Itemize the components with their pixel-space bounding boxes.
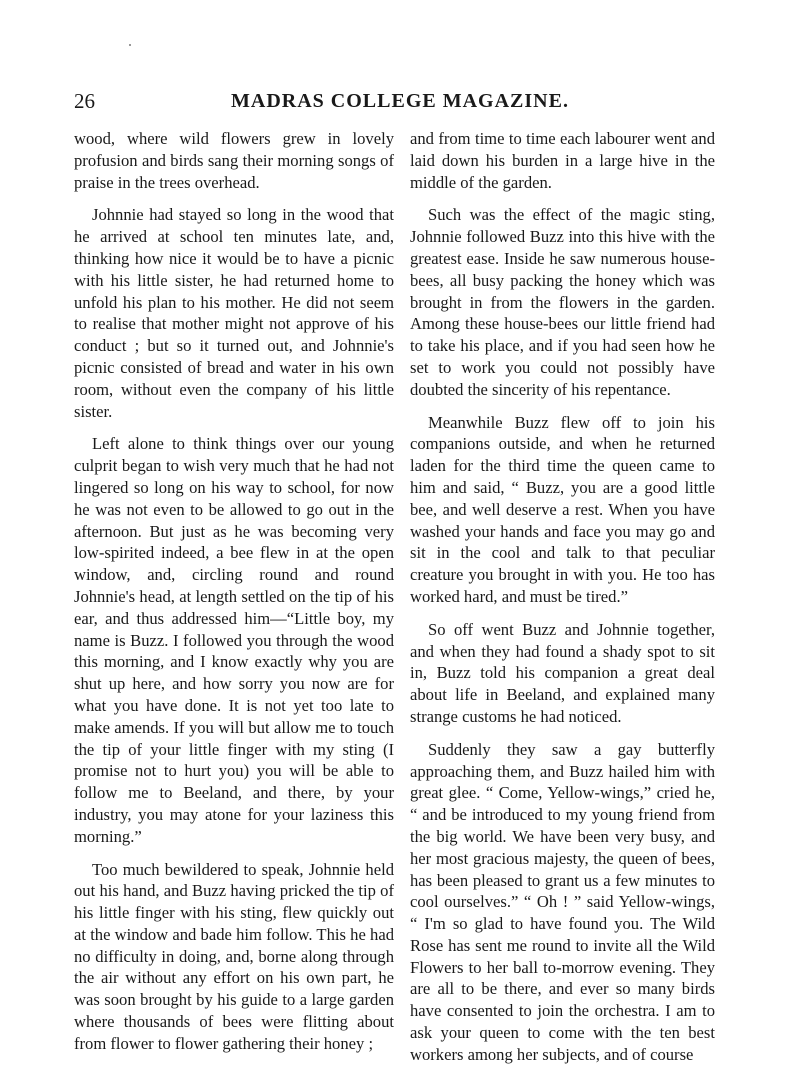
scan-speck bbox=[129, 44, 131, 46]
paragraph: wood, where wild flowers grew in lovely profusion and birds sang their morning songs of praise in the trees overhead. bbox=[74, 129, 394, 192]
running-head-title: MADRAS COLLEGE MAGAZINE. bbox=[231, 90, 569, 112]
right-column bbox=[410, 128, 715, 1077]
paragraph: So off went Buzz and Johnnie together, and when they had found a shady spot to sit in, Buzz told his companion a great deal about life in Beeland, and explained many strange customs he had noticed. bbox=[410, 619, 715, 726]
paragraph: and from time to time each labourer went and laid down his burden in a large hive in the middle of the garden. bbox=[410, 129, 715, 192]
paragraph: Too much bewildered to speak, Johnnie held out his hand, and Buzz having pricked the tip of his little finger with his sting, flew quickly out at the window and bade him follow. This he had no difficulty in doing, and, borne along through the air without any effort on his own part, he was soon brought by his guide to a large garden where thousands of bees were flitting about from flower to flower gathering their honey ; bbox=[74, 859, 394, 1053]
paragraph: Meanwhile Buzz flew off to join his companions outside, and when he returned laden for the third time the queen came to him and said, “ Buzz, you are a good little bee, and well deserve a rest. When you have washed your hands and face you may go and sit in the cool and talk to that peculiar creature you brought in with you. He too has worked hard, and must be tired.” bbox=[410, 412, 715, 606]
paragraph: Left alone to think things over our young culprit began to wish very much that he had not lingered so long on his way to school, for now he was not even to be allowed to go out in the afternoon. But just as he was becoming very low-spirited indeed, a bee flew in at the open window, and, circling round and round Johnnie's head, at length settled on the tip of his ear, and thus addressed him—“Little boy, my name is Buzz. I followed you through the wood this morning, and I know exactly why you are shut up here, and how sorry you now are for what you have done. It is not yet too late to make amends. If you will but allow me to touch the tip of your little finger with my sting (I promise not to hurt you) you will be able to follow me to Beeland, and there, by your industry, you may atone for your laziness this morning.” bbox=[74, 434, 394, 846]
page-number: 26 bbox=[74, 89, 95, 113]
paragraph: Suddenly they saw a gay butterfly approaching them, and Buzz hailed him with great glee. “ Come, Yellow-wings,” cried he, “ and be introduced to my young friend from the big world. We have been very busy, and her most gracious majesty, the queen of bees, has been pleased to grant us a few minutes to cool ourselves.” “ Oh ! ” said Yellow-wings, “ I'm so glad to have found you. The Wild Rose has sent me round to invite all the Wild Flowers to her ball to-morrow evening. They are all to be there, and ever so many birds have consented to join the orchestra. I am to ask your queen to come with the ten best workers among her subjects, and of course bbox=[410, 739, 715, 1064]
paragraph: Such was the effect of the magic sting, Johnnie followed Buzz into this hive with the greatest ease. Inside he saw numerous house-bees, all busy packing the honey which was brought in from the flowers in the garden. Among these house-bees our little friend had to take his place, and if you had seen how he set to work you could not possibly have doubted the sincerity of his repentance. bbox=[410, 205, 715, 399]
left-column bbox=[74, 128, 394, 1066]
paragraph: Johnnie had stayed so long in the wood that he arrived at school ten minutes late, and, thinking how nice it would be to have a picnic with his little sister, he had returned home to unfold his plan to his mother. He did not seem to realise that mother might not approve of his conduct ; but so it turned out, and Johnnie's picnic consisted of bread and water in his own room, without even the company of his little sister. bbox=[74, 205, 394, 421]
